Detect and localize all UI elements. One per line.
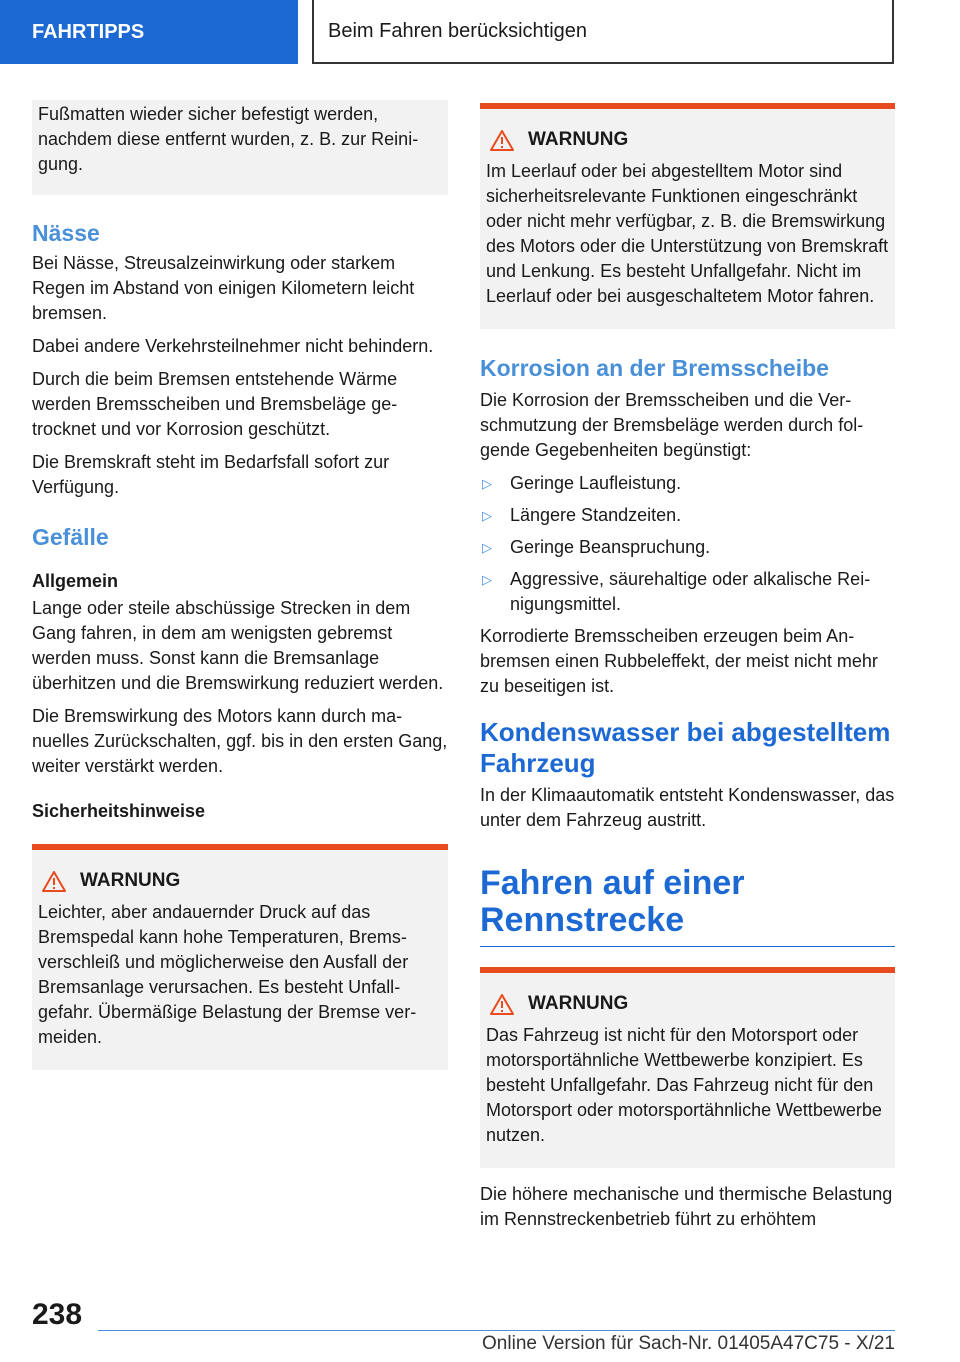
warning-text: Das Fahrzeug ist nicht für den Motorsport oder motorsportähnliche Wettbewerbe konzipiert. Es besteht Unfallgefahr. Das Fahrzeug nicht für den Motorsport oder motorsportähnliche Wettbewerbe nutzen. <box>486 1025 882 1145</box>
triangle-bullet-icon: ▷ <box>482 476 492 491</box>
korrosion-paragraph-1: Die Korrosion der Bremsscheiben und die Verschmutzung der Bremsbeläge werden durch folgende Gegebenheiten begünstigt: <box>480 390 864 460</box>
page-title: Beim Fahren berücksichtigen <box>328 19 588 42</box>
warning-label: WARNUNG <box>528 993 629 1014</box>
kondenswasser-heading: Kondenswasser bei abgestelltem Fahrzeug <box>480 717 891 778</box>
warning-box-racetrack <box>480 967 895 1168</box>
page-header-title <box>312 0 894 64</box>
footer-divider <box>98 1330 895 1331</box>
list-item-text: Längere Standzeiten. <box>510 505 682 525</box>
warning-header <box>490 129 889 151</box>
list-item <box>480 567 895 617</box>
left-column <box>32 100 448 1070</box>
warning-text: Im Leerlauf oder bei abgestelltem Motor sind sicherheitsrelevante Funktionen eingeschränkt oder nicht mehr verfügbar, z. B. die Bremswirkung des Motors oder die Unterstützung von Bremskraft und Lenkung. Es besteht Unfallgefahr. Nicht im Leerlauf oder bei ausgeschaltetem Motor fahren. <box>486 161 889 306</box>
naesse-paragraph-1: Bei Nässe, Streusalzeinwirkung oder starkem Regen im Abstand von einigen Kilometern leicht bremsen. <box>32 253 415 323</box>
section-label: FAHRTIPPS <box>32 20 145 43</box>
korrosion-list <box>480 471 895 617</box>
warning-header <box>490 993 889 1015</box>
gefaelle-paragraph-1: Lange oder steile abschüssige Strecken in dem Gang fahren, in dem am wenigsten gebremst werden muss. Sonst kann die Bremsanlage überhitzen und die Bremswirkung reduziert werden. <box>32 598 444 693</box>
triangle-bullet-icon: ▷ <box>482 540 492 555</box>
korrosion-paragraph-2: Korrodierte Bremsscheiben erzeugen beim Anbremsen einen Rubbeleffekt, der meist nicht mehr zu beseitigen ist. <box>480 626 878 696</box>
warning-triangle-icon <box>490 994 514 1015</box>
list-item <box>480 503 895 528</box>
list-item <box>480 535 895 560</box>
continued-note-text: Fußmatten wieder sicher befestigt werden, nachdem diese entfernt wurden, z. B. zur Reinigung. <box>38 104 419 174</box>
list-item <box>480 471 895 496</box>
gefaelle-heading: Gefälle <box>32 524 109 550</box>
sicherheitshinweise-heading: Sicherheitshinweise <box>32 801 206 821</box>
allgemein-heading: Allgemein <box>32 571 119 591</box>
kondenswasser-paragraph: In der Klimaautomatik entsteht Kondenswasser, das unter dem Fahrzeug austritt. <box>480 785 895 830</box>
naesse-heading: Nässe <box>32 220 100 246</box>
gefaelle-paragraph-2: Die Bremswirkung des Motors kann durch manuelles Zurückschalten, ggf. bis in den ersten Gang, weiter verstärkt werden. <box>32 706 448 776</box>
list-item-text: Geringe Beanspruchung. <box>510 537 711 557</box>
warning-triangle-icon <box>490 130 514 151</box>
warning-header <box>42 870 442 892</box>
continued-note-box <box>32 100 448 195</box>
right-column <box>480 103 895 1232</box>
chapter-divider <box>480 946 895 947</box>
warning-label: WARNUNG <box>528 129 629 150</box>
warning-triangle-icon <box>42 871 66 892</box>
warning-label: WARNUNG <box>80 870 181 891</box>
warning-box-idle <box>480 103 895 329</box>
warning-box-brake <box>32 844 448 1070</box>
naesse-paragraph-3: Durch die beim Bremsen entstehende Wärme werden Bremsscheiben und Bremsbeläge getrocknet und vor Korrosion geschützt. <box>32 369 398 439</box>
naesse-paragraph-4: Die Bremskraft steht im Bedarfsfall sofort zur Verfügung. <box>32 452 390 497</box>
chapter-heading: Fahren auf einer Rennstrecke <box>480 864 745 939</box>
list-item-text: Aggressive, säurehaltige oder alkalische Reinigungsmittel. <box>510 569 871 614</box>
rennstrecke-paragraph: Die höhere mechanische und thermische Belastung im Rennstreckenbetrieb führt zu erhöhtem <box>480 1184 893 1229</box>
triangle-bullet-icon: ▷ <box>482 508 492 523</box>
footer-text: Online Version für Sach-Nr. 01405A47C75 - X/21 <box>482 1333 895 1354</box>
naesse-paragraph-2: Dabei andere Verkehrsteilnehmer nicht behindern. <box>32 336 434 356</box>
korrosion-heading: Korrosion an der Bremsscheibe <box>480 355 829 381</box>
warning-text: Leichter, aber andauernder Druck auf das Bremspedal kann hohe Temperaturen, Bremsverschleiß und möglicherweise den Ausfall der Bremsanlage verursachen. Es besteht Unfallgefahr. Übermäßige Belastung der Bremse vermeiden. <box>38 902 417 1047</box>
triangle-bullet-icon: ▷ <box>482 572 492 587</box>
page-number: 238 <box>32 1298 83 1331</box>
section-tab <box>0 0 298 64</box>
list-item-text: Geringe Laufleistung. <box>510 473 682 493</box>
